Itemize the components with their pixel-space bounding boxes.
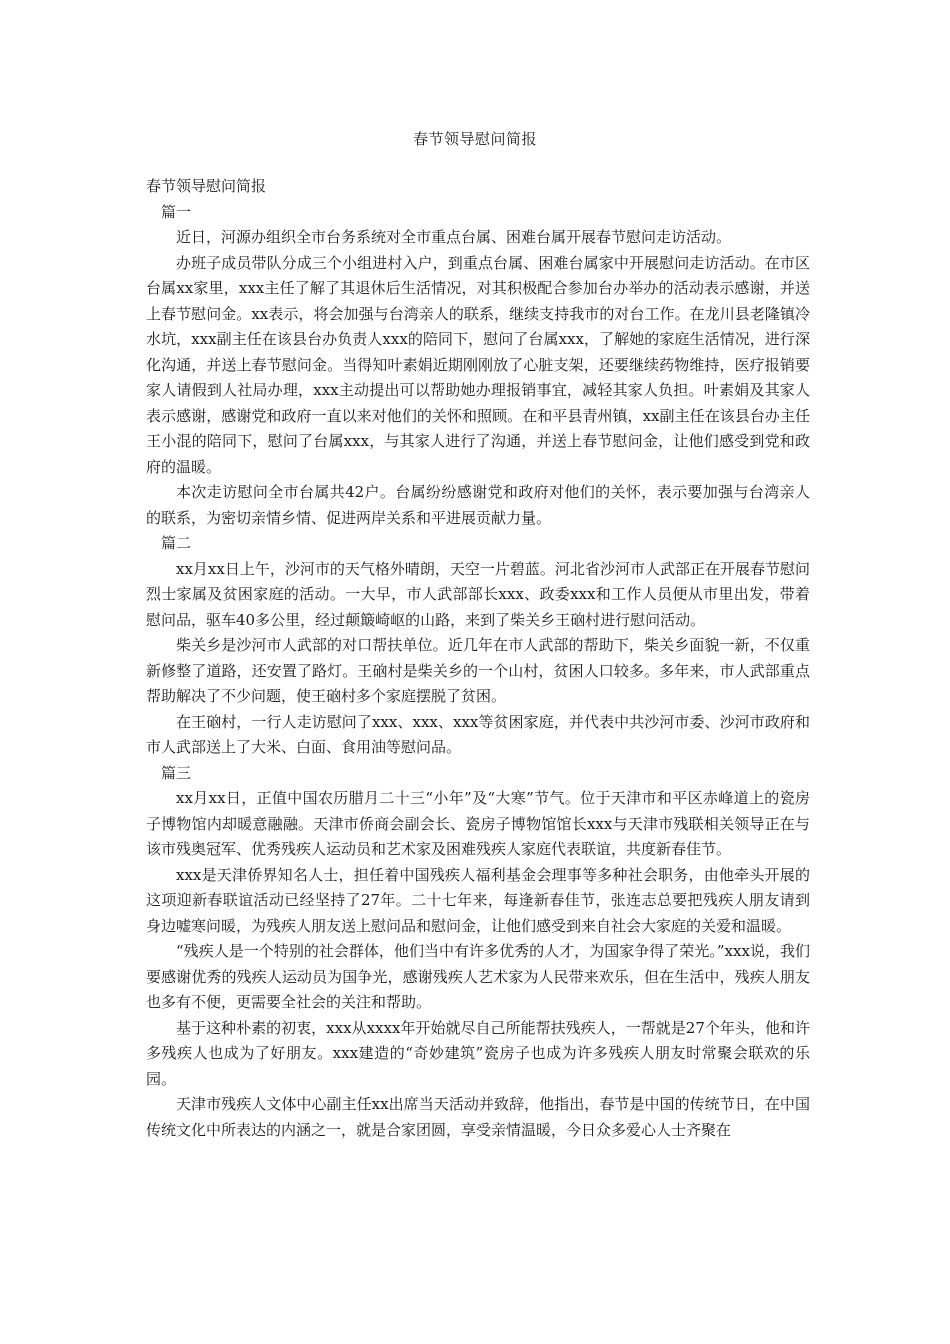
paragraph: 在王硇村，一行人走访慰问了xxx、xxx、xxx等贫困家庭，并代表中共沙河市委、沙河市政府和市人武部送上了大米、白面、食用油等慰问品。 xyxy=(146,712,810,756)
paragraph: 基于这种朴素的初衷，xxx从xxxx年开始就尽自己所能帮扶残疾人，一帮就是27个年头，他和许多残疾人也成为了好朋友。xxx建造的“奇妙建筑”瓷房子也成为许多残疾人朋友时常聚会联欢的乐园。 xyxy=(146,1018,810,1088)
paragraph: xx月xx日上午，沙河市的天气格外晴朗，天空一片碧蓝。河北省沙河市人武部正在开展春节慰问烈士家属及贫困家庭的活动。一大早，市人武部部长xxx、政委xxx和工作人员便从市里出发，带着慰问品，驱车40多公里，经过颠簸崎岖的山路，来到了柴关乡王硇村进行慰问活动。 xyxy=(146,559,810,629)
paragraph: 办班子成员带队分成三个小组进村入户，到重点台属、困难台属家中开展慰问走访活动。在市区台属xx家里，xxx主任了解了其退休后生活情况，对其积极配合参加台办举办的活动表示感谢，并送上春节慰问金。xx表示，将会加强与台湾亲人的联系，继续支持我市的对台工作。在龙川县老隆镇冷水坑，xxx副主任在该县台办负责人xxx的陪同下，慰问了台属xxx，了解她的家庭生活情况，进行深化沟通，并送上春节慰问金。当得知叶素娟近期刚刚放了心脏支架，还要继续药物维持，医疗报销要家人请假到人社局办理，xxx主动提出可以帮助她办理报销事宜，减轻其家人负担。叶素娟及其家人表示感谢，感谢党和政府一直以来对他们的关怀和照顾。在和平县青州镇，xx副主任在该县台办主任王小混的陪同下，慰问了台属xxx，与其家人进行了沟通，并送上春节慰问金，让他们感受到党和政府的温暖。 xyxy=(146,253,810,476)
paragraph: 近日，河源办组织全市台务系统对全市重点台属、困难台属开展春节慰问走访活动。 xyxy=(176,228,732,246)
document-subtitle: 春节领导慰问简报 xyxy=(146,177,267,195)
section-label: 篇一 xyxy=(161,202,192,221)
paragraph: “残疾人是一个特别的社会群体，他们当中有许多优秀的人才，为国家争得了荣光。”xxx说，我们要感谢优秀的残疾人运动员为国争光，感谢残疾人艺术家为人民带来欢乐，但在生活中，残疾人朋友也多有不便，更需要全社会的关注和帮助。 xyxy=(146,942,810,1011)
paragraph: 天津市残疾人文体中心副主任xx出席当天活动并致辞，他指出，春节是中国的传统节日，在中国传统文化中所表达的内涵之一，就是合家团圆，享受亲情温暖，今日众多爱心人士齐聚在 xyxy=(146,1095,810,1139)
document-title: 春节领导慰问简报 xyxy=(412,130,537,148)
paragraph: 柴关乡是沙河市人武部的对口帮扶单位。近几年在市人武部的帮助下，柴关乡面貌一新，不仅重新修整了道路，还安置了路灯。王硇村是柴关乡的一个山村，贫困人口较多。多年来，市人武部重点帮助解决了不少问题，使王硇村多个家庭摆脱了贫困。 xyxy=(146,636,810,705)
document-body xyxy=(146,174,810,1143)
section-label: 篇三 xyxy=(161,763,192,782)
section-label: 篇二 xyxy=(161,534,192,552)
paragraph: 本次走访慰问全市台属共42户。台属纷纷感谢党和政府对他们的关怀，表示要加强与台湾亲人的联系，为密切亲情乡情、促进两岸关系和平进展贡献力量。 xyxy=(146,483,810,527)
paragraph: xxx是天津侨界知名人士，担任着中国残疾人福利基金会理事等多种社会职务，由他牵头开展的这项迎新春联谊活动已经坚持了27年。二十七年来，每逢新春佳节，张连志总要把残疾人朋友请到身边嘘寒问暖，为残疾人朋友送上慰问品和慰问金，让他们感受到来自社会大家庭的关爱和温暖。 xyxy=(146,865,810,935)
paragraph: xx月xx日，正值中国农历腊月二十三“小年”及“大寒”节气。位于天津市和平区赤峰道上的瓷房子博物馆内却暖意融融。天津市侨商会副会长、瓷房子博物馆馆长xxx与天津市残联相关领导正在与该市残奥冠军、优秀残疾人运动员和艺术家及困难残疾人家庭代表联谊，共度新春佳节。 xyxy=(146,789,810,858)
